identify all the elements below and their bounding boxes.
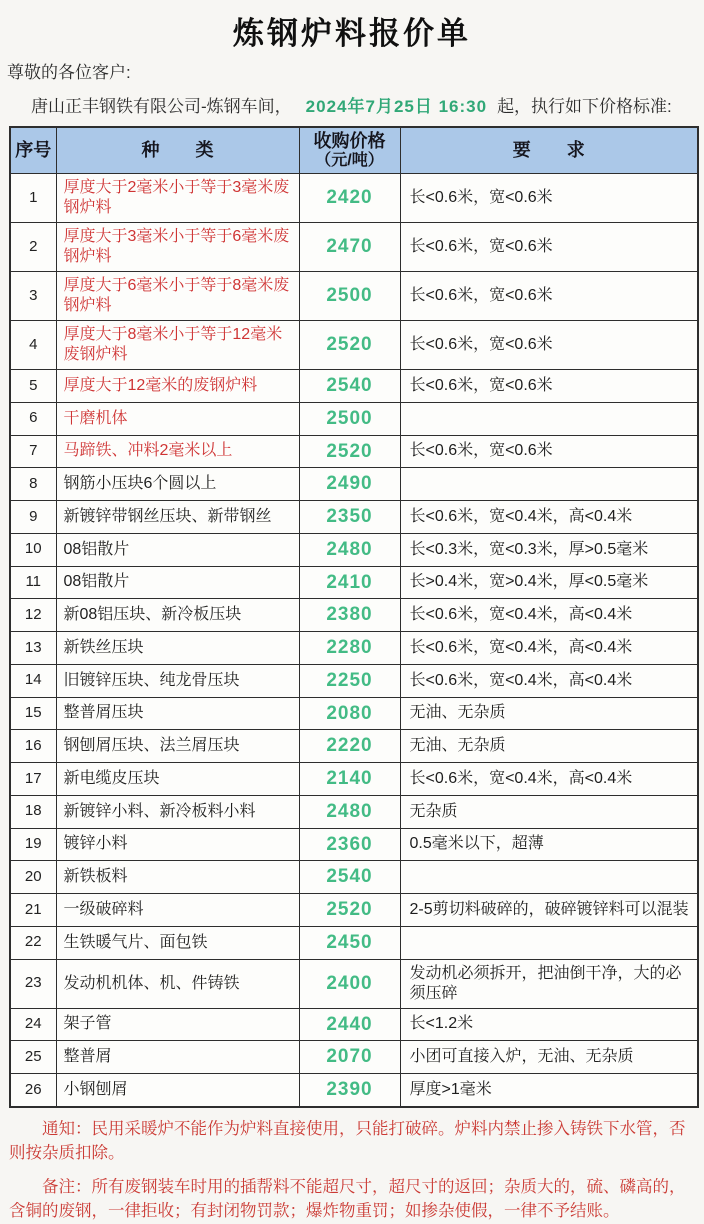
requirement-cell: 长<0.6米，宽<0.4米，高<0.4米 xyxy=(400,632,698,665)
table-row xyxy=(10,894,698,927)
item-name-cell: 厚度大于8毫米小于等于12毫米废钢炉料 xyxy=(56,321,299,370)
effective-datetime: 2024年7月25日 16:30 xyxy=(305,97,488,116)
table-row xyxy=(10,632,698,665)
requirement-cell: 长<0.6米，宽<0.6米 xyxy=(400,174,698,223)
price-cell: 2520 xyxy=(299,435,400,468)
table-row xyxy=(10,174,698,223)
requirement-cell: 长<0.6米，宽<0.4米，高<0.4米 xyxy=(400,599,698,632)
price-cell: 2490 xyxy=(299,468,400,501)
table-row xyxy=(10,1041,698,1074)
item-name-cell: 厚度大于12毫米的废钢炉料 xyxy=(56,370,299,403)
item-name-cell: 08铝散片 xyxy=(56,566,299,599)
row-index-cell: 19 xyxy=(10,828,56,861)
item-name-cell: 干磨机体 xyxy=(56,402,299,435)
price-cell: 2440 xyxy=(299,1008,400,1041)
requirement-cell: 无油、无杂质 xyxy=(400,730,698,763)
price-cell: 2410 xyxy=(299,566,400,599)
price-cell: 2390 xyxy=(299,1074,400,1107)
table-row xyxy=(10,533,698,566)
table-row xyxy=(10,402,698,435)
table-row xyxy=(10,664,698,697)
intro-suffix: 起，执行如下价格标准: xyxy=(497,97,672,116)
requirement-cell: 长<0.6米，宽<0.4米，高<0.4米 xyxy=(400,501,698,534)
table-row xyxy=(10,795,698,828)
row-index-cell: 6 xyxy=(10,402,56,435)
row-index-cell: 9 xyxy=(10,501,56,534)
row-index-cell: 16 xyxy=(10,730,56,763)
remark-text: 备注：所有废钢装车时用的插帮料不能超尺寸，超尺寸的返回；杂质大的，硫、磷高的，含铜的废钢，一律拒收；有封闭物罚款；爆炸物重罚；如掺杂使假，一律不予结账。 xyxy=(9,1177,686,1220)
row-index-cell: 13 xyxy=(10,632,56,665)
row-index-cell: 22 xyxy=(10,926,56,959)
requirement-cell: 小团可直接入炉，无油、无杂质 xyxy=(400,1041,698,1074)
column-header-price xyxy=(299,127,400,174)
row-index-cell: 20 xyxy=(10,861,56,894)
row-index-cell: 3 xyxy=(10,272,56,321)
requirement-cell: 2-5剪切料破碎的，破碎镀锌料可以混装 xyxy=(400,894,698,927)
row-index-cell: 5 xyxy=(10,370,56,403)
requirement-cell xyxy=(400,468,698,501)
price-cell: 2280 xyxy=(299,632,400,665)
table-row xyxy=(10,321,698,370)
requirement-cell: 长<0.6米，宽<0.6米 xyxy=(400,321,698,370)
price-cell: 2520 xyxy=(299,894,400,927)
requirement-cell: 长<0.6米，宽<0.6米 xyxy=(400,272,698,321)
table-row xyxy=(10,926,698,959)
row-index-cell: 21 xyxy=(10,894,56,927)
requirement-cell: 长<0.3米，宽<0.3米，厚>0.5毫米 xyxy=(400,533,698,566)
item-name-cell: 钢筋小压块6个圆以上 xyxy=(56,468,299,501)
price-cell: 2540 xyxy=(299,861,400,894)
item-name-cell: 发动机机体、机、件铸铁 xyxy=(56,959,299,1008)
intro-line xyxy=(31,92,697,117)
table-row xyxy=(10,272,698,321)
price-cell: 2250 xyxy=(299,664,400,697)
item-name-cell: 新镀锌带钢丝压块、新带钢丝 xyxy=(56,501,299,534)
item-name-cell: 架子管 xyxy=(56,1008,299,1041)
row-index-cell: 26 xyxy=(10,1074,56,1107)
requirement-cell: 长>0.4米，宽>0.4米，厚<0.5毫米 xyxy=(400,566,698,599)
row-index-cell: 18 xyxy=(10,795,56,828)
price-cell: 2500 xyxy=(299,402,400,435)
price-cell: 2380 xyxy=(299,599,400,632)
requirement-cell: 长<0.6米，宽<0.6米 xyxy=(400,370,698,403)
table-row xyxy=(10,599,698,632)
table-row xyxy=(10,828,698,861)
item-name-cell: 厚度大于2毫米小于等于3毫米废钢炉料 xyxy=(56,174,299,223)
table-row xyxy=(10,1008,698,1041)
item-name-cell: 08铝散片 xyxy=(56,533,299,566)
company-name: 唐山正丰钢铁有限公司-炼钢车间， xyxy=(31,97,292,116)
row-index-cell: 17 xyxy=(10,763,56,796)
greeting-text: 尊敬的各位客户: xyxy=(7,63,131,82)
requirement-cell: 长<0.6米，宽<0.4米，高<0.4米 xyxy=(400,664,698,697)
item-name-cell: 钢刨屑压块、法兰屑压块 xyxy=(56,730,299,763)
requirement-cell xyxy=(400,926,698,959)
row-index-cell: 2 xyxy=(10,223,56,272)
table-row xyxy=(10,370,698,403)
item-name-cell: 新镀锌小料、新冷板料小料 xyxy=(56,795,299,828)
row-index-cell: 10 xyxy=(10,533,56,566)
requirement-cell: 0.5毫米以下，超薄 xyxy=(400,828,698,861)
table-row xyxy=(10,861,698,894)
requirement-cell: 无杂质 xyxy=(400,795,698,828)
price-cell: 2520 xyxy=(299,321,400,370)
item-name-cell: 厚度大于6毫米小于等于8毫米废钢炉料 xyxy=(56,272,299,321)
column-header-requirement: 要 求 xyxy=(400,127,698,174)
table-row xyxy=(10,697,698,730)
price-cell: 2420 xyxy=(299,174,400,223)
table-row xyxy=(10,435,698,468)
row-index-cell: 4 xyxy=(10,321,56,370)
row-index-cell: 8 xyxy=(10,468,56,501)
requirement-cell xyxy=(400,861,698,894)
item-name-cell: 厚度大于3毫米小于等于6毫米废钢炉料 xyxy=(56,223,299,272)
notice-text: 通知：民用采暖炉不能作为炉料直接使用，只能打破碎。炉料内禁止掺入铸铁下水管，否则按杂质扣除。 xyxy=(9,1119,686,1162)
row-index-cell: 1 xyxy=(10,174,56,223)
price-cell: 2450 xyxy=(299,926,400,959)
requirement-cell: 长<1.2米 xyxy=(400,1008,698,1041)
requirement-cell: 长<0.6米，宽<0.6米 xyxy=(400,223,698,272)
price-cell: 2070 xyxy=(299,1041,400,1074)
column-header-price-line2: （元/吨） xyxy=(315,151,384,169)
row-index-cell: 25 xyxy=(10,1041,56,1074)
price-cell: 2140 xyxy=(299,763,400,796)
row-index-cell: 24 xyxy=(10,1008,56,1041)
row-index-cell: 14 xyxy=(10,664,56,697)
row-index-cell: 23 xyxy=(10,959,56,1008)
price-cell: 2400 xyxy=(299,959,400,1008)
row-index-cell: 7 xyxy=(10,435,56,468)
requirement-cell: 无油、无杂质 xyxy=(400,697,698,730)
price-cell: 2540 xyxy=(299,370,400,403)
table-row xyxy=(10,468,698,501)
price-cell: 2480 xyxy=(299,795,400,828)
item-name-cell: 新铁丝压块 xyxy=(56,632,299,665)
price-cell: 2220 xyxy=(299,730,400,763)
item-name-cell: 一级破碎料 xyxy=(56,894,299,927)
column-header-category: 种 类 xyxy=(56,127,299,174)
item-name-cell: 新电缆皮压块 xyxy=(56,763,299,796)
table-row xyxy=(10,223,698,272)
requirement-cell xyxy=(400,402,698,435)
requirement-cell: 发动机必须拆开，把油倒干净，大的必须压碎 xyxy=(400,959,698,1008)
item-name-cell: 生铁暖气片、面包铁 xyxy=(56,926,299,959)
price-cell: 2360 xyxy=(299,828,400,861)
page-title: 炼钢炉料报价单 xyxy=(233,16,471,51)
row-index-cell: 11 xyxy=(10,566,56,599)
price-cell: 2080 xyxy=(299,697,400,730)
table-row xyxy=(10,763,698,796)
row-index-cell: 15 xyxy=(10,697,56,730)
price-cell: 2470 xyxy=(299,223,400,272)
row-index-cell: 12 xyxy=(10,599,56,632)
requirement-cell: 长<0.6米，宽<0.6米 xyxy=(400,435,698,468)
requirement-cell: 长<0.6米，宽<0.4米，高<0.4米 xyxy=(400,763,698,796)
column-header-index: 序号 xyxy=(10,127,56,174)
item-name-cell: 整普屑 xyxy=(56,1041,299,1074)
price-table xyxy=(9,126,699,1108)
table-row xyxy=(10,501,698,534)
item-name-cell: 旧镀锌压块、纯龙骨压块 xyxy=(56,664,299,697)
item-name-cell: 镀锌小料 xyxy=(56,828,299,861)
table-row xyxy=(10,566,698,599)
table-header-row xyxy=(10,127,698,174)
item-name-cell: 马蹄铁、冲料2毫米以上 xyxy=(56,435,299,468)
item-name-cell: 新08铝压块、新冷板压块 xyxy=(56,599,299,632)
price-cell: 2350 xyxy=(299,501,400,534)
price-cell: 2500 xyxy=(299,272,400,321)
requirement-cell: 厚度>1毫米 xyxy=(400,1074,698,1107)
column-header-price-line1: 收购价格 xyxy=(313,131,386,151)
table-row xyxy=(10,1074,698,1107)
item-name-cell: 小钢刨屑 xyxy=(56,1074,299,1107)
price-cell: 2480 xyxy=(299,533,400,566)
table-row xyxy=(10,730,698,763)
item-name-cell: 整普屑压块 xyxy=(56,697,299,730)
table-row xyxy=(10,959,698,1008)
item-name-cell: 新铁板料 xyxy=(56,861,299,894)
price-table-body xyxy=(10,174,698,1107)
